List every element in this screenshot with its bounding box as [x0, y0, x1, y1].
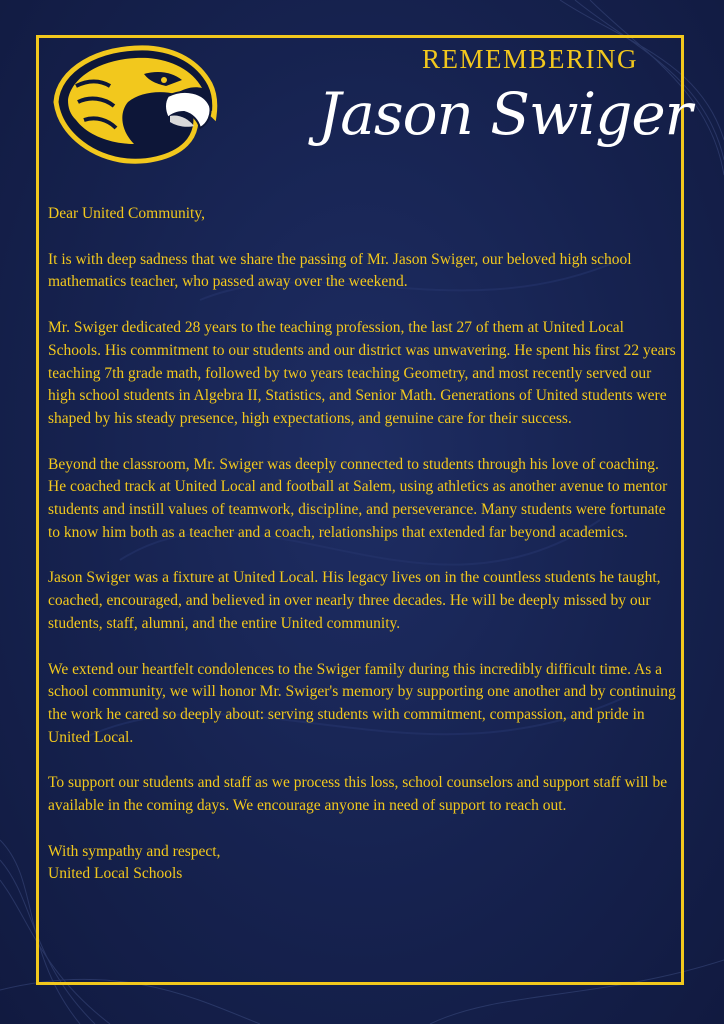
letter-paragraph: Mr. Swiger dedicated 28 years to the teaching profession, the last 27 of them at United Local Schools. His commitment to our students and our district was unwavering. He spent his first 22 years teaching 7th grade math, followed by two years teaching Geometry, and most recently served our high school students in Algebra II, Statistics, and Senior Math. Generations of United students were shaped by his steady presence, high expectations, and genuine care for their success.: [48, 319, 676, 427]
memorial-name: Jason Swiger: [318, 80, 692, 148]
header-pretitle: REMEMBERING: [421, 44, 638, 74]
letter-paragraph: We extend our heartfelt condolences to the Swiger family during this incredibly difficult time. As a school community, we will honor Mr. Swiger's memory by supporting one another and by continuing the work he cared so deeply about: serving students with commitment, compassion, and pride in United Local.: [48, 660, 676, 746]
letter-salutation: Dear United Community,: [48, 205, 205, 222]
letter-closing: With sympathy and respect,: [48, 842, 221, 860]
letter-paragraph: Beyond the classroom, Mr. Swiger was deeply connected to students through his love of coaching. He coached track at United Local and football at Salem, using athletics as another avenue to mentor students and instill values of teamwork, discipline, and perseverance. Many students were fortunate to know him both as a teacher and a coach, relationships that extended far beyond academics.: [48, 455, 668, 541]
letter-body: [48, 203, 678, 886]
letter-paragraph: Jason Swiger was a fixture at United Local. His legacy lives on in the countless students he taught, coached, encouraged, and believed in over nearly three decades. He will be deeply missed by our students, staff, alumni, and the entire United community.: [48, 569, 661, 632]
letter-signoff: [48, 841, 678, 886]
letter-signature: United Local Schools: [48, 865, 183, 883]
letter-paragraph: It is with deep sadness that we share the passing of Mr. Jason Swiger, our beloved high school mathematics teacher, who passed away over the weekend.: [48, 250, 632, 291]
eagle-head-icon: [48, 40, 220, 166]
letter-paragraph: To support our students and staff as we process this loss, school counselors and support staff will be available in the coming days. We encourage anyone in need of support to reach out.: [48, 774, 668, 815]
